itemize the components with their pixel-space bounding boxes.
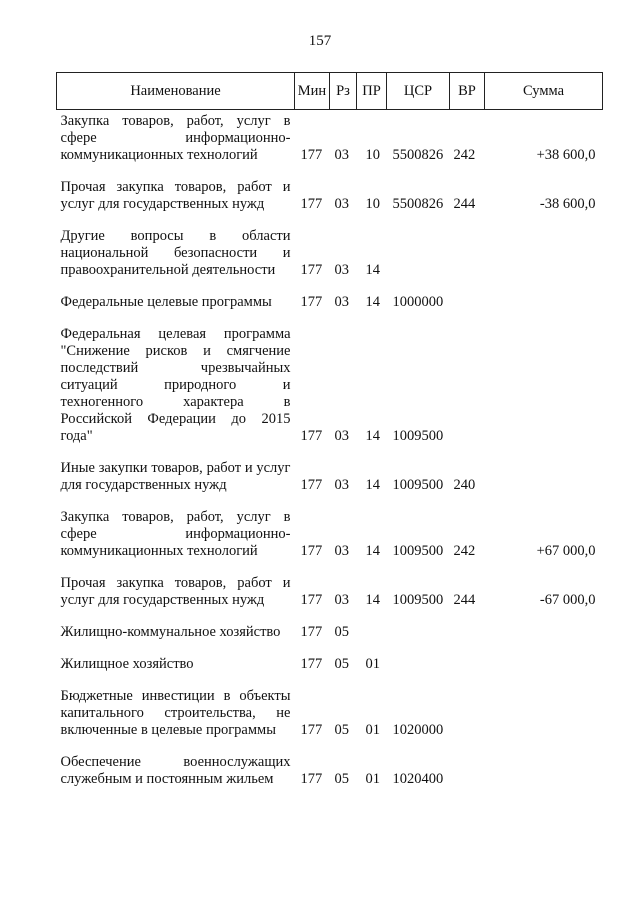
row-vr [450,612,485,644]
row-name: Обеспечение военнослужащих служебным и постоянным жильем [60,754,291,787]
row-rz: 03 [334,262,349,278]
row-rz: 03 [334,294,349,310]
row-pr: 10 [365,147,380,163]
row-csr: 5500826 [392,147,444,163]
row-csr: 1009500 [392,543,444,559]
row-pr: 14 [365,428,380,444]
row-sum: -38 600,0 [539,196,596,212]
row-pr: 10 [365,196,380,212]
row-rz: 03 [334,477,349,493]
row-rz: 03 [334,196,349,212]
row-sum: +38 600,0 [536,147,596,163]
row-sum [485,644,603,676]
header-min: Мин [295,73,330,110]
page-number: 157 [308,33,332,49]
row-rz: 05 [334,656,349,672]
row-csr: 1009500 [392,477,444,493]
table-row [57,282,603,314]
header-sum: Сумма [485,73,603,110]
row-pr: 14 [365,592,380,608]
row-csr: 1000000 [392,294,444,310]
row-rz: 03 [334,592,349,608]
row-sum [485,216,603,282]
budget-table [56,72,603,791]
row-rz: 03 [334,147,349,163]
row-csr [387,644,450,676]
table-header [57,73,603,110]
table-body [57,110,603,792]
row-rz: 03 [334,543,349,559]
row-min: 177 [300,428,323,444]
table-row [57,742,603,791]
row-min: 177 [300,262,323,278]
row-csr: 5500826 [392,196,444,212]
table-row [57,497,603,563]
row-rz: 05 [334,771,349,787]
row-vr [450,282,485,314]
row-name: Закупка товаров, работ, услуг в сфере информационно-коммуникационных технологий [60,509,291,559]
row-min: 177 [300,196,323,212]
row-csr [387,216,450,282]
row-pr: 14 [365,543,380,559]
row-name: Иные закупки товаров, работ и услуг для государственных нужд [60,460,291,493]
row-sum: -67 000,0 [539,592,596,608]
row-vr [450,314,485,448]
table-row [57,448,603,497]
row-sum [485,612,603,644]
row-sum [485,742,603,791]
table-row [57,676,603,742]
table-row [57,644,603,676]
row-vr: 242 [453,147,476,163]
row-min: 177 [300,656,323,672]
row-vr: 244 [453,592,476,608]
row-pr: 01 [365,656,380,672]
row-vr [450,644,485,676]
row-min: 177 [300,592,323,608]
row-min: 177 [300,543,323,559]
row-name: Федеральные целевые программы [60,294,272,310]
row-csr [387,612,450,644]
row-vr [450,742,485,791]
row-name: Прочая закупка товаров, работ и услуг для государственных нужд [60,179,291,212]
row-min: 177 [300,771,323,787]
table-row [57,110,603,168]
row-pr: 14 [365,477,380,493]
row-name: Другие вопросы в области национальной безопасности и правоохранительной деятельности [60,228,291,278]
table-row [57,563,603,612]
row-sum [485,314,603,448]
header-name: Наименование [57,73,295,110]
row-csr: 1020400 [392,771,444,787]
row-pr: 14 [365,294,380,310]
header-csr: ЦСР [387,73,450,110]
row-vr [450,676,485,742]
row-sum [485,448,603,497]
row-name: Федеральная целевая программа "Снижение рисков и смягчение последствий чрезвычайных ситуаций природного и техногенного характера в Российской Федерации до 2015 года" [60,326,291,444]
row-min: 177 [300,147,323,163]
row-vr: 240 [453,477,476,493]
table-row [57,167,603,216]
row-name: Прочая закупка товаров, работ и услуг для государственных нужд [60,575,291,608]
row-csr: 1009500 [392,428,444,444]
header-vr: ВР [450,73,485,110]
row-sum [485,676,603,742]
row-min: 177 [300,624,323,640]
row-name: Бюджетные инвестиции в объекты капитального строительства, не включенные в целевые программы [60,688,291,738]
row-csr: 1009500 [392,592,444,608]
table-row [57,612,603,644]
row-pr: 14 [365,262,380,278]
row-sum: +67 000,0 [536,543,596,559]
row-min: 177 [300,722,323,738]
row-sum [485,282,603,314]
row-pr [357,612,387,644]
row-name: Закупка товаров, работ, услуг в сфере информационно-коммуникационных технологий [60,113,291,163]
row-vr: 244 [453,196,476,212]
row-csr: 1020000 [392,722,444,738]
row-pr: 01 [365,722,380,738]
row-name: Жилищное хозяйство [60,656,194,672]
row-name: Жилищно-коммунальное хозяйство [60,624,281,640]
header-row [57,73,603,110]
row-rz: 05 [334,722,349,738]
row-pr: 01 [365,771,380,787]
header-rz: Рз [330,73,357,110]
row-rz: 03 [334,428,349,444]
row-rz: 05 [334,624,349,640]
row-min: 177 [300,477,323,493]
row-vr: 242 [453,543,476,559]
row-min: 177 [300,294,323,310]
table-row [57,314,603,448]
header-pr: ПР [357,73,387,110]
table-row [57,216,603,282]
row-vr [450,216,485,282]
